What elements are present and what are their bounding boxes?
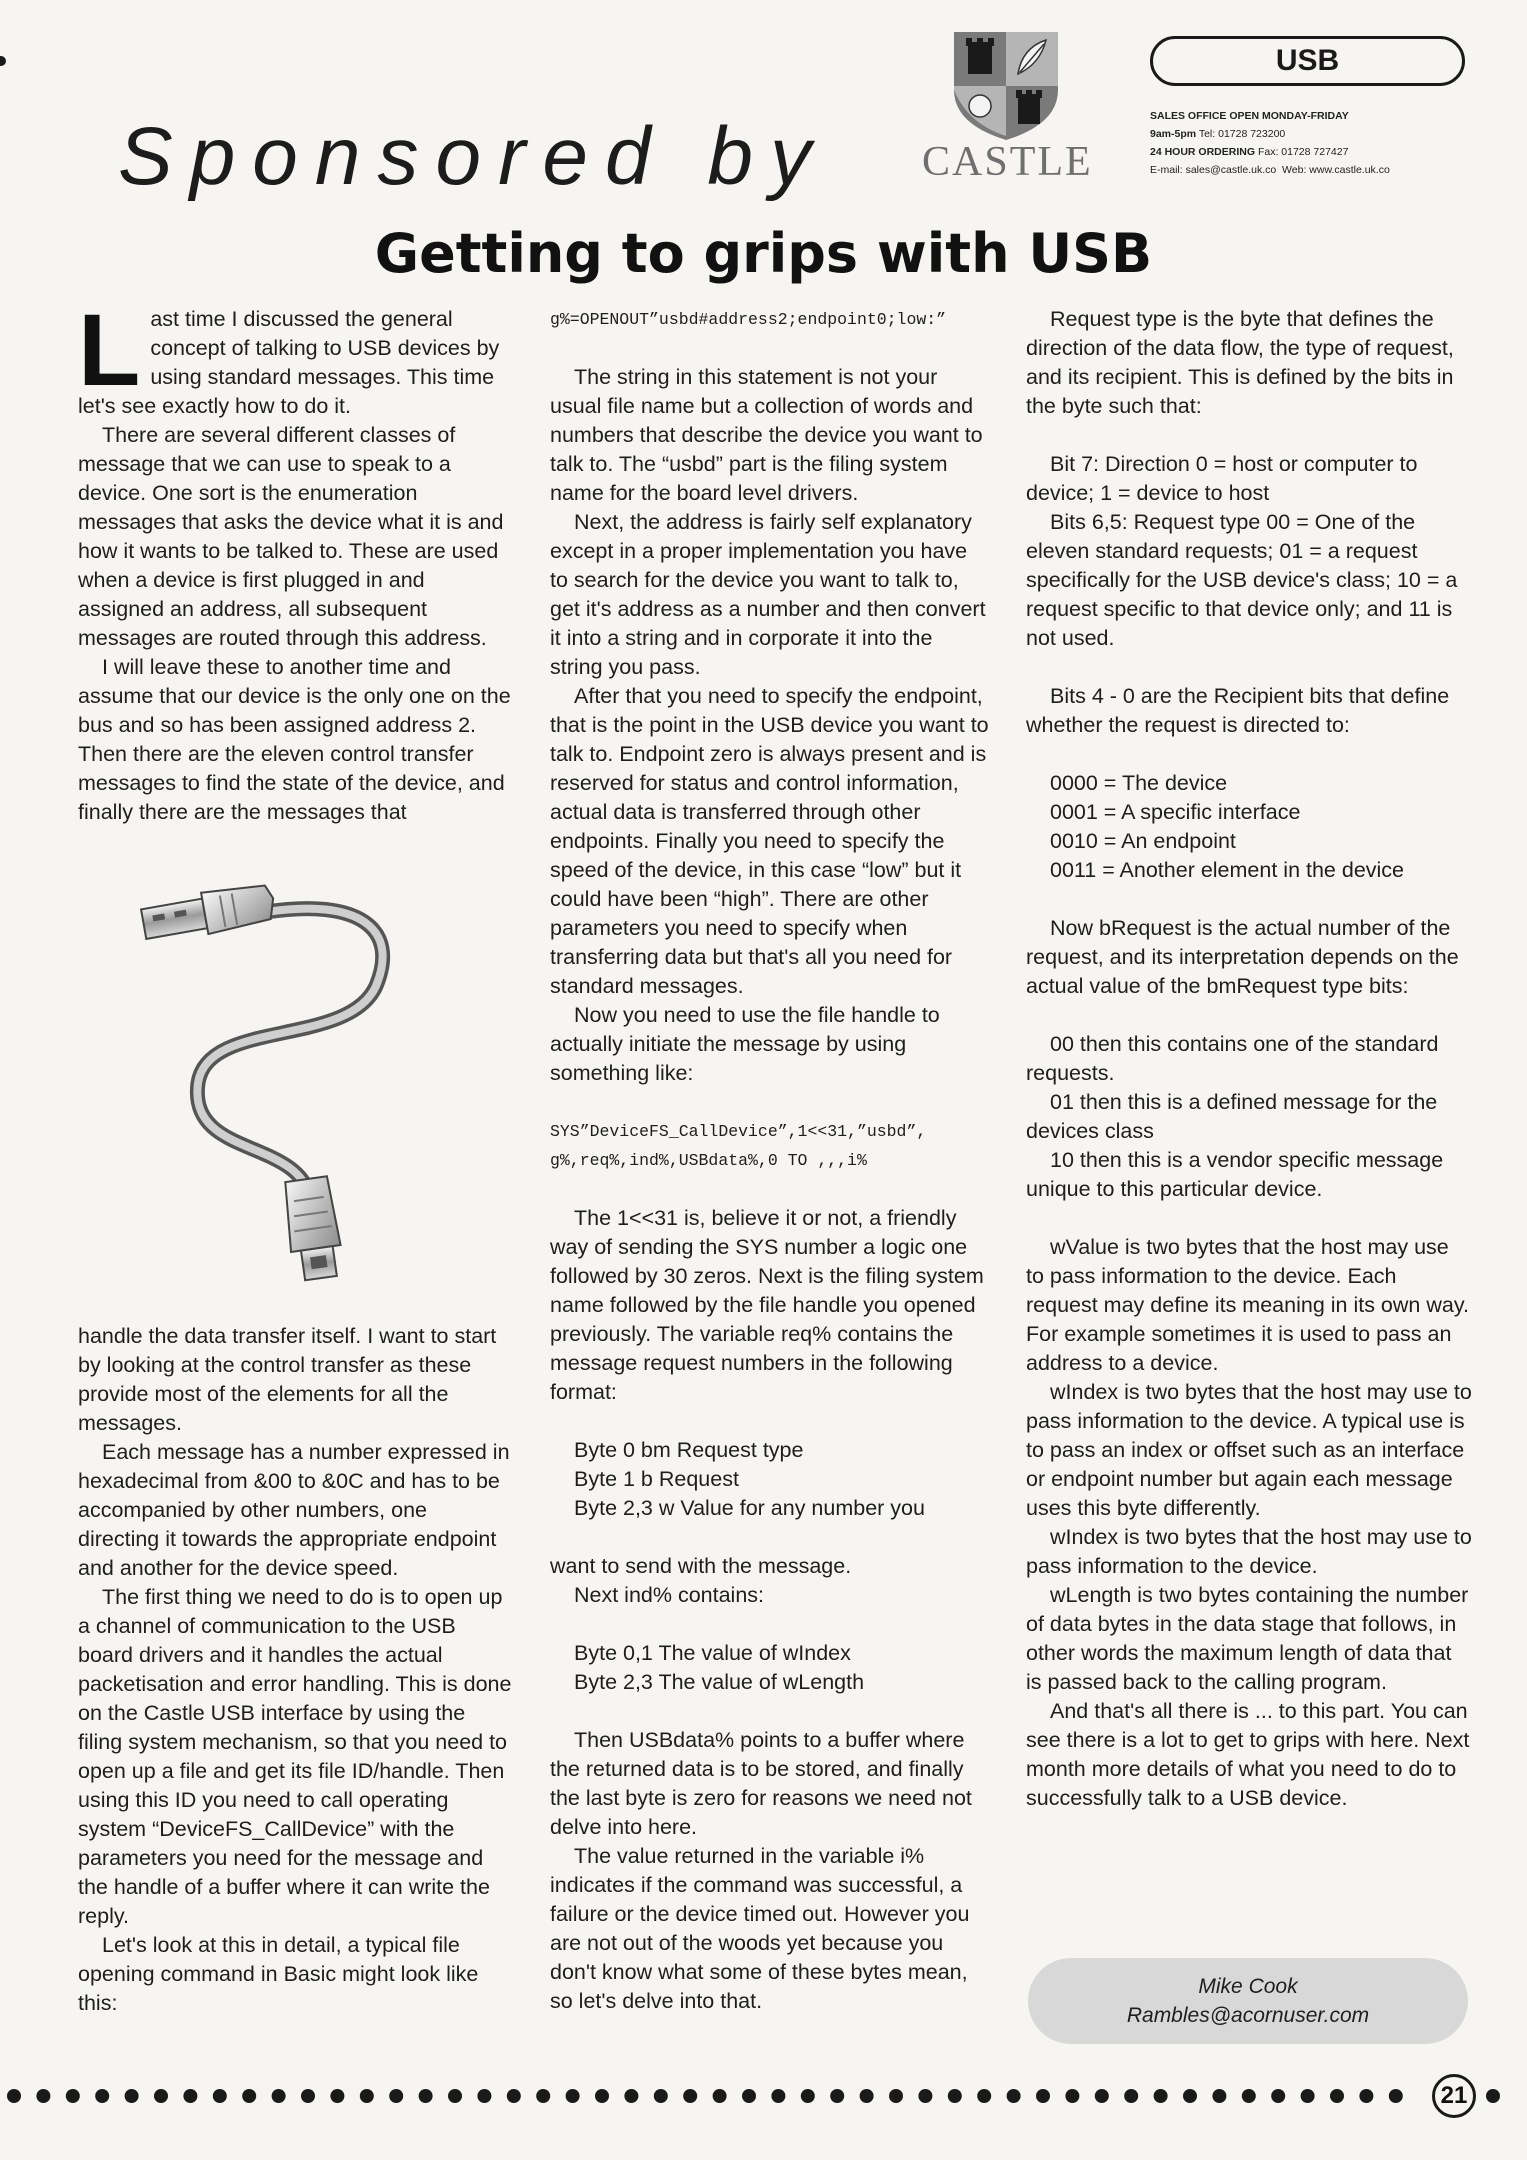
windex-paragraph: wIndex is two bytes that the host may use to pass information to the device. A typical use is to pass an index or offset such as an interface or endpoint number but again each message uses this byte differently. [1026, 1380, 1472, 1520]
footer-dot [1271, 2089, 1285, 2103]
footer-dot [1242, 2089, 1256, 2103]
paragraph: The 1<<31 is, believe it or not, a friendly way of sending the SYS number a logic one followed by 30 zeros. Next is the filing system name followed by the file handle you opened previously. The variable req% contains the message request numbers in the following format: [550, 1206, 984, 1404]
req-byte-2-3: Byte 2,3 w Value for any number you [574, 1496, 925, 1520]
paragraph: handle the data transfer itself. I want to start by looking at the control transfer as these provide most of the elements for all the messages. [78, 1324, 497, 1435]
paragraph: Now bRequest is the actual number of the request, and its interpretation depends on the actual value of the bmRequest type bits: [1026, 916, 1459, 998]
drop-cap: L [78, 293, 141, 407]
footer-tail-dot [1486, 2089, 1500, 2103]
recipient-0001: 0001 = A specific interface [1050, 800, 1301, 824]
footer-dot [1389, 2089, 1403, 2103]
footer-dot [125, 2089, 139, 2103]
footer-dot [771, 2089, 785, 2103]
author-signature [1028, 1958, 1468, 2044]
footer-dot [595, 2089, 609, 2103]
footer-dot [1095, 2089, 1109, 2103]
footer-dot [477, 2089, 491, 2103]
paragraph: The value returned in the variable i% indicates if the command was successful, a failure or the device timed out. However you are not out of the woods yet because you don't know what some of these bytes mean, so let's delve into that. [550, 1844, 970, 2013]
recipient-0000: 0000 = The device [1050, 771, 1228, 795]
footer-dot [154, 2089, 168, 2103]
contact-line: E-mail: sales@castle.uk.co Web: www.castle.uk.co [1150, 164, 1390, 176]
paragraph: Then USBdata% points to a buffer where the returned data is to be stored, and finally the last byte is zero for reasons we need not delve into here. [550, 1728, 972, 1839]
section-tag-usb: USB [1150, 36, 1465, 86]
paragraph: I will leave these to another time and assume that our device is the only one on the bus and so has been assigned address 2. Then there are the eleven control transfer messages to find the state of the device, and finally there are the messages that [78, 655, 511, 824]
footer-dot [507, 2089, 521, 2103]
req-byte-1: Byte 1 b Request [574, 1467, 739, 1491]
footer-dot [1301, 2089, 1315, 2103]
sales-hours-title: SALES OFFICE OPEN MONDAY-FRIDAY [1150, 110, 1349, 122]
footer-dot [242, 2089, 256, 2103]
paragraph: Request type is the byte that defines the direction of the data flow, the type of request, and its recipient. This is defined by the bits in the byte such that: [1026, 307, 1454, 418]
footer-dot [213, 2089, 227, 2103]
column-2 [550, 305, 990, 2016]
value-01: 01 then this is a defined message for the devices class [1026, 1090, 1438, 1143]
bit-7-definition: Bit 7: Direction 0 = host or computer to device; 1 = device to host [1026, 452, 1418, 505]
footer-dot [360, 2089, 374, 2103]
paragraph: After that you need to specify the endpoint, that is the point in the USB device you want to talk to. Endpoint zero is always present and is reserved for status and control information, actual data is transferred through other endpoints. Finally you need to specify the speed of the device, in this case “low” but it could have been “high”. There are other parameters you need to specify when transferring data but that's all you need for standard messages. [550, 684, 989, 998]
paragraph: The first thing we need to do is to open up a channel of communication to the USB board drivers and it handles the actual packetisation and error handling. This is done on the Castle USB interface by using the filing system mechanism, so that you need to open up a file and get its file ID/handle. Then using this ID you need to call operating system “DeviceFS_CallDevice” with the parameters you need for the message and the handle of a buffer where it can write the reply. [78, 1585, 512, 1928]
footer-dot [742, 2089, 756, 2103]
footer-dot [1154, 2089, 1168, 2103]
castle-brand-name: CASTLE [922, 139, 1093, 185]
ordering-line: 24 HOUR ORDERING Fax: 01728 727427 [1150, 146, 1349, 158]
sales-hours-line: 9am-5pm Tel: 01728 723200 [1150, 128, 1286, 140]
footer-dot [977, 2089, 991, 2103]
paragraph: Let's look at this in detail, a typical file opening command in Basic might look like this: [78, 1933, 479, 2015]
footer-dot [948, 2089, 962, 2103]
ind-byte-0-1: Byte 0,1 The value of wIndex [574, 1641, 851, 1665]
sponsored-by-heading: Sponsored by [118, 111, 829, 202]
footer-dot [1183, 2089, 1197, 2103]
footer-dot [389, 2089, 403, 2103]
article-title: Getting to grips with USB [374, 222, 1153, 285]
paragraph: want to send with the message. [550, 1554, 852, 1578]
code-openout: g%=OPENOUT”usbd#address2;endpoint0;low:” [550, 310, 947, 329]
footer-dot [419, 2089, 433, 2103]
footer-dot [654, 2089, 668, 2103]
value-10: 10 then this is a vendor specific message unique to this particular device. [1026, 1148, 1444, 1201]
bits-4-0-definition: Bits 4 - 0 are the Recipient bits that define whether the request is directed to: [1026, 684, 1450, 737]
page-edge-mark [0, 56, 6, 66]
recipient-0011: 0011 = Another element in the device [1050, 858, 1405, 882]
bits-6-5-definition: Bits 6,5: Request type 00 = One of the eleven standard requests; 01 = a request specifically for the USB device's class; 10 = a request specific to that device only; and 11 is not used. [1026, 510, 1458, 650]
footer-dot [566, 2089, 580, 2103]
footer-dot [36, 2089, 50, 2103]
column-3 [1026, 305, 1472, 1813]
footer-dot [830, 2089, 844, 2103]
paragraph: There are several different classes of message that we can use to speak to a device. One sort is the enumeration messages that asks the device what it is and how it wants to be talked to. These are used when a device is first plugged in and assigned an address, all subsequent messages are routed through this address. [78, 423, 504, 650]
author-name: Mike Cook [1198, 1975, 1298, 1998]
paragraph: Next, the address is fairly self explanatory except in a proper implementation you have to search for the device you want to talk to, get it's address as a number and then convert it into a string and in corporate it into the string you pass. [550, 510, 986, 679]
column-1-bottom [78, 1322, 512, 2018]
paragraph: Each message has a number expressed in hexadecimal from &00 to &0C and has to be accompanied by other numbers, one directing it towards the appropriate endpoint and another for the device speed. [78, 1440, 510, 1580]
author-email: Rambles@acornuser.com [1126, 2004, 1370, 2027]
code-sys-call-line1: SYS”DeviceFS_CallDevice”,1<<31,”usbd”, [550, 1122, 927, 1141]
footer-dot [183, 2089, 197, 2103]
paragraph-intro: Last time I discussed the general concept of talking to USB devices by using standard messages. This time let's see exactly how to do it. [78, 293, 500, 418]
footer-dot [330, 2089, 344, 2103]
usb-cable-image [138, 868, 458, 1288]
value-00: 00 then this contains one of the standard requests. [1026, 1032, 1439, 1085]
footer-dot [272, 2089, 286, 2103]
footer-dot [1036, 2089, 1050, 2103]
paragraph: Next ind% contains: [574, 1583, 765, 1607]
wvalue-paragraph: wValue is two bytes that the host may use to pass information to the device. Each request may define its meaning in its own way. For example sometimes it is used to pass an address to a device. [1026, 1235, 1469, 1375]
castle-crest-icon [948, 28, 1064, 142]
footer-dot [801, 2089, 815, 2103]
footer-dot [1065, 2089, 1079, 2103]
page-number: 21 [1432, 2074, 1476, 2118]
sales-info [1150, 107, 1480, 179]
req-byte-0: Byte 0 bm Request type [574, 1438, 804, 1462]
column-1-top [78, 293, 512, 827]
footer-dot [624, 2089, 638, 2103]
footer-dot [1124, 2089, 1138, 2103]
footer-dot [448, 2089, 462, 2103]
footer-dot [860, 2089, 874, 2103]
footer-dot [1007, 2089, 1021, 2103]
footer-dot [66, 2089, 80, 2103]
recipient-0010: 0010 = An endpoint [1050, 829, 1236, 853]
ind-byte-2-3: Byte 2,3 The value of wLength [574, 1670, 865, 1694]
footer-dot [918, 2089, 932, 2103]
footer-dot [1212, 2089, 1226, 2103]
footer-dot [301, 2089, 315, 2103]
footer-dot [889, 2089, 903, 2103]
footer-dot-rule [4, 2082, 1434, 2112]
code-sys-call-line2: g%,req%,ind%,USBdata%,0 TO ,,,i% [550, 1151, 867, 1170]
paragraph: Now you need to use the file handle to actually initiate the message by using something like: [550, 1003, 940, 1085]
wlength-paragraph: wLength is two bytes containing the number of data bytes in the data stage that follows, in other words the maximum length of data that is passed back to the calling program. [1026, 1583, 1469, 1694]
footer-dot [536, 2089, 550, 2103]
footer-dot [95, 2089, 109, 2103]
footer-dot [1330, 2089, 1344, 2103]
closing-paragraph: And that's all there is ... to this part. You can see there is a lot to get to grips with here. Next month more details of what you need to do to successfully talk to a USB device. [1026, 1699, 1470, 1810]
windex-paragraph-2: wIndex is two bytes that the host may use to pass information to the device. [1026, 1525, 1472, 1578]
footer-dot [683, 2089, 697, 2103]
footer-dot [713, 2089, 727, 2103]
paragraph: The string in this statement is not your usual file name but a collection of words and numbers that describe the device you want to talk to. The “usbd” part is the filing system name for the board level drivers. [550, 365, 983, 505]
footer-dot [7, 2089, 21, 2103]
footer-dot [1359, 2089, 1373, 2103]
